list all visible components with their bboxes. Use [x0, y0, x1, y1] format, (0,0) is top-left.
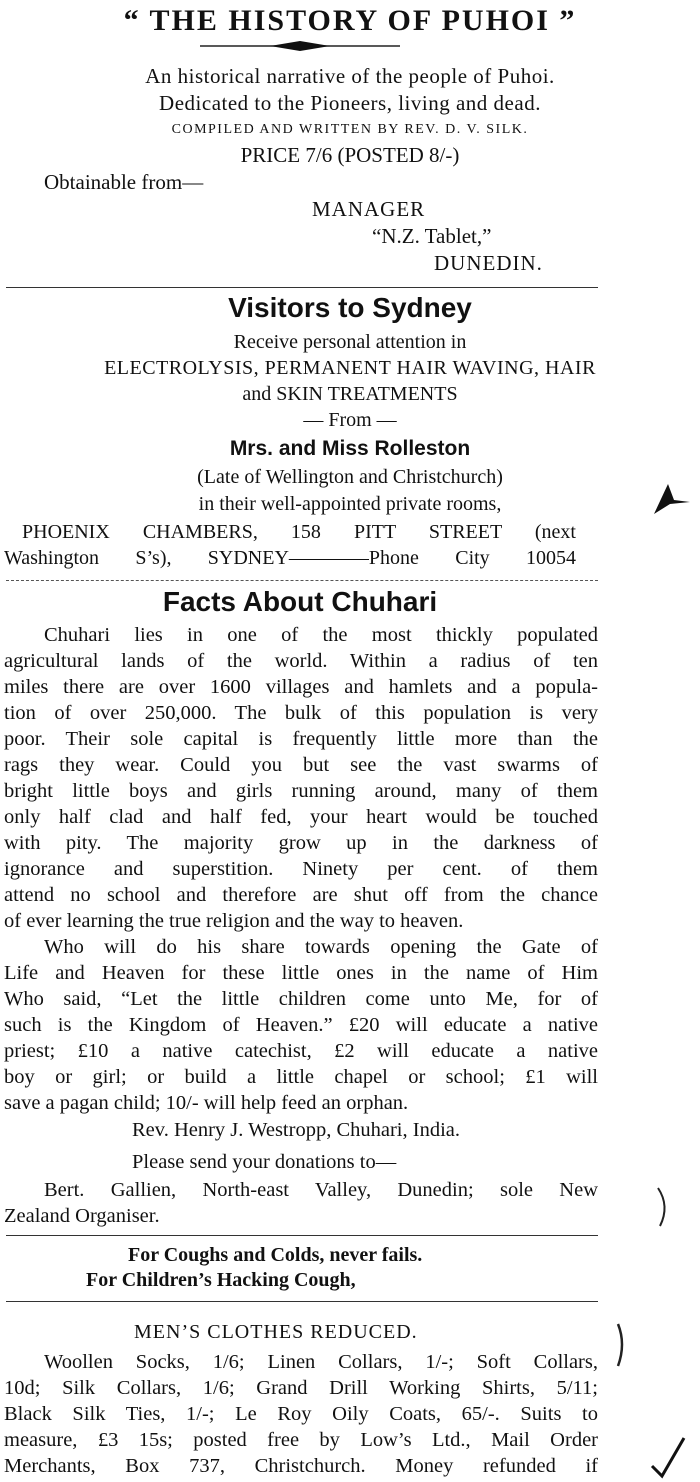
- chuhari-body-line: attend no school and therefore are shut off from the chance: [4, 884, 598, 906]
- sydney-line-phone: Washington S’s), SYDNEY————Phone City 10054: [4, 547, 576, 569]
- sydney-line-treatments: and SKIN TREATMENTS: [242, 383, 458, 405]
- clothes-body-line: 10d; Silk Collars, 1/6; Grand Drill Working Shirts, 5/11;: [4, 1377, 598, 1399]
- sydney-line-services: ELECTROLYSIS, PERMANENT HAIR WAVING, HAIR: [104, 357, 596, 379]
- chuhari-body-line: of ever learning the true religion and the way to heaven.: [4, 910, 464, 932]
- chuhari-body-line: Life and Heaven for these little ones in the name of Him: [4, 962, 598, 984]
- ornament-rule: [200, 40, 400, 52]
- clothes-body-line: Woollen Socks, 1/6; Linen Collars, 1/-; Soft Collars,: [44, 1351, 598, 1373]
- chuhari-body-line: miles there are over 1600 villages and hamlets and a popula-: [4, 676, 598, 698]
- puhoi-line-narrative: An historical narrative of the people of Puhoi.: [145, 64, 555, 88]
- divider: [6, 287, 598, 288]
- clothes-title: MEN’S CLOTHES REDUCED.: [134, 1321, 418, 1343]
- chuhari-body-line: Chuhari lies in one of the most thickly populated: [44, 624, 598, 646]
- chuhari-organiser-line: Bert. Gallien, North-east Valley, Dunedin; sole New: [44, 1179, 598, 1201]
- coughs-line-colds: For Coughs and Colds, never fails.: [128, 1244, 423, 1266]
- sydney-title: Visitors to Sydney: [228, 292, 472, 323]
- chuhari-body-line: save a pagan child; 10/- will help feed an orphan.: [4, 1092, 409, 1114]
- clothes-body-line: measure, £3 15s; posted free by Low’s Ltd., Mail Order: [4, 1429, 598, 1451]
- chuhari-body-line: with pity. The majority grow up in the darkness of: [4, 832, 598, 854]
- chuhari-body-line: ignorance and superstition. Ninety per cent. of them: [4, 858, 598, 880]
- chuhari-body-line: boy or girl; or build a little chapel or school; £1 will: [4, 1066, 598, 1088]
- sydney-line-receive: Receive personal attention in: [233, 331, 467, 353]
- sydney-line-rooms: in their well-appointed private rooms,: [198, 493, 502, 515]
- chuhari-body-line: poor. Their sole capital is frequently little more than the: [4, 728, 598, 750]
- sydney-name: Mrs. and Miss Rolleston: [229, 437, 471, 460]
- chuhari-body-line: bright little boys and girls running around, many of them: [4, 780, 598, 802]
- chuhari-please-send: Please send your donations to—: [132, 1151, 397, 1173]
- sydney-line-address: PHOENIX CHAMBERS, 158 PITT STREET (next: [22, 521, 576, 543]
- chuhari-body-line: Who said, “Let the little children come unto Me, for of: [4, 988, 598, 1010]
- sydney-line-from: — From —: [303, 409, 397, 431]
- clothes-body-line: Black Silk Ties, 1/-; Le Roy Oily Coats, 65/-. Suits to: [4, 1403, 598, 1425]
- puhoi-address-tablet: “N.Z. Tablet,”: [372, 224, 492, 248]
- sydney-line-late: (Late of Wellington and Christchurch): [197, 466, 503, 488]
- chuhari-body-line: such is the Kingdom of Heaven.” £20 will educate a native: [4, 1014, 598, 1036]
- chuhari-body-line: priest; £10 a native catechist, £2 will educate a native: [4, 1040, 598, 1062]
- divider: [6, 1301, 598, 1302]
- chuhari-body-line: Who will do his share towards opening the Gate of: [44, 936, 598, 958]
- chuhari-body-line: only half clad and half fed, your heart would be touched: [4, 806, 598, 828]
- puhoi-line-dedicated: Dedicated to the Pioneers, living and dead.: [159, 91, 541, 115]
- puhoi-address-dunedin: DUNEDIN.: [434, 251, 543, 275]
- divider: [6, 1235, 598, 1236]
- puhoi-obtainable: Obtainable from—: [44, 170, 204, 194]
- chuhari-body-line: agricultural lands of the world. Within a radius of ten: [4, 650, 598, 672]
- divider: [6, 580, 598, 581]
- puhoi-price: PRICE 7/6 (POSTED 8/-): [240, 143, 460, 167]
- puhoi-line-compiled: COMPILED AND WRITTEN BY REV. D. V. SILK.: [171, 122, 529, 137]
- chuhari-body-line: tion of over 250,000. The bulk of this population is very: [4, 702, 598, 724]
- margin-bracket-mark: [612, 1322, 632, 1368]
- margin-arrow-mark: [650, 478, 694, 522]
- margin-check-mark: [648, 1436, 688, 1480]
- chuhari-signature: Rev. Henry J. Westropp, Chuhari, India.: [132, 1119, 460, 1141]
- puhoi-address-manager: MANAGER: [312, 197, 426, 221]
- coughs-line-children: For Children’s Hacking Cough,: [86, 1269, 356, 1291]
- clothes-body-line: Merchants, Box 737, Christchurch. Money refunded if: [4, 1455, 598, 1477]
- puhoi-title: “ THE HISTORY OF PUHOI ”: [123, 4, 577, 37]
- chuhari-title: Facts About Chuhari: [162, 586, 438, 617]
- chuhari-body-line: rags they wear. Could you but see the vast swarms of: [4, 754, 598, 776]
- chuhari-organiser-line: Zealand Organiser.: [4, 1205, 160, 1227]
- margin-bracket-mark: [654, 1186, 674, 1230]
